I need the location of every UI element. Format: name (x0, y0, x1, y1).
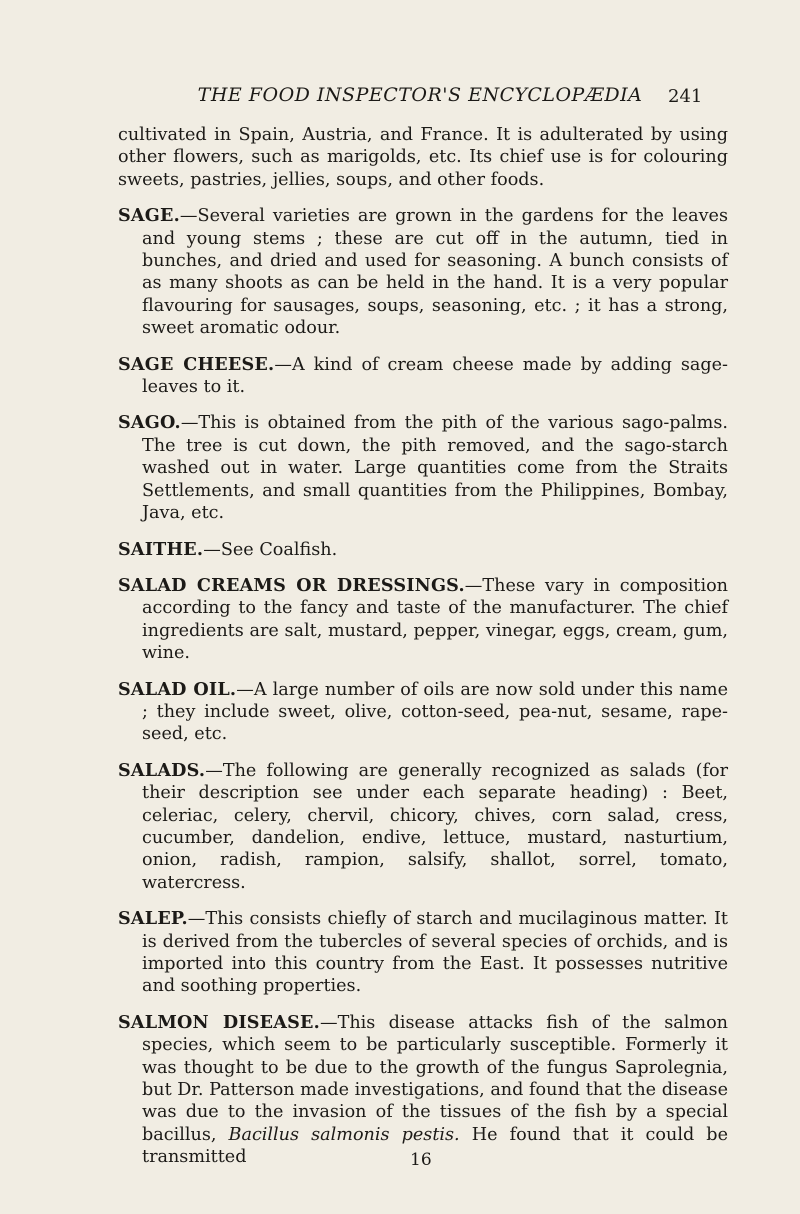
entry-headword: SALADS. (118, 759, 206, 781)
entry-saithe (118, 539, 728, 561)
entry-headword: SAITHE. (118, 538, 204, 560)
entry-text: —See Coalfish. (203, 539, 338, 560)
entry-sage (118, 205, 728, 339)
continued-paragraph: cultivated in Spain, Austria, and France. It is adulterated by using other flowers, such as marigolds, etc. Its chief use is for colouring sweets, pastries, jellies, soups, and other foods. (118, 125, 728, 190)
species-name: Bacillus salmonis pestis. (228, 1124, 460, 1145)
entry-headword: SALEP. (118, 908, 188, 930)
signature-mark: 16 (410, 1150, 432, 1170)
entry-headword: SAGE. (118, 205, 180, 227)
page-number: 241 (668, 86, 703, 107)
entry-salad-oil (118, 679, 728, 746)
entry-salep (118, 908, 728, 998)
entry-text: —A large number of oils are now sold under this name ; they include sweet, olive, cotton-seed, pea-nut, sesame, rape-seed, etc. (142, 679, 729, 745)
entry-sage-cheese (118, 354, 728, 399)
entry-text: —This consists chiefly of starch and mucilaginous matter. It is derived from the tubercles of several species of orchids, and is imported into this country from the East. It possesses nutritive and soothing properties. (142, 909, 728, 997)
entry-text: —This disease attacks fish of the salmon species, which seem to be particularly susceptible. Formerly it was thought to be due to the growth of the fungus Saprolegnia, but Dr. Patterson made investigations, and found that the disease was due to the invasion of the tissues of the fish by a special bacillus, (142, 1012, 729, 1145)
running-head: THE FOOD INSPECTOR'S ENCYCLOPÆDIA (197, 84, 643, 106)
entry-sago (118, 412, 728, 524)
entry-headword: SALAD OIL. (118, 678, 237, 700)
entry-text-tail: He found that it could be transmitted (142, 1124, 728, 1168)
entry-salad-creams (118, 575, 728, 665)
entry-text: —These vary in composition according to the fancy and taste of the manufacturer. The chief ingredients are salt, mustard, pepper, vinegar, eggs, cream, gum, wine. (142, 575, 728, 664)
entry-text: —A kind of cream cheese made by adding sage-leaves to it. (142, 354, 728, 398)
entry-headword: SAGE CHEESE. (118, 353, 275, 375)
entry-headword: SALAD CREAMS OR DRESSINGS. (118, 574, 465, 596)
entry-headword: SAGO. (118, 412, 181, 434)
entry-text: —This is obtained from the pith of the various sago-palms. The tree is cut down, the pith removed, and the sago-starch washed out in water. Large quantities come from the Straits Settlements, and small quantities from the Philippines, Bombay, Java, etc. (142, 413, 728, 524)
entry-text: —Several varieties are grown in the gardens for the leaves and young stems ; these are cut off in the autumn, tied in bunches, and dried and used for seasoning. A bunch consists of as many shoots as can be held in the hand. It is a very popular flavouring for sausages, soups, seasoning, etc. ; it has a strong, sweet aromatic odour. (142, 206, 728, 339)
entry-salmon-disease (118, 1012, 728, 1169)
entry-headword: SALMON DISEASE. (118, 1011, 320, 1033)
page-body (118, 124, 728, 1183)
entry-salads (118, 760, 728, 894)
entry-text: —The following are generally recognized as salads (for their description see under each separate heading) : Beet, celeriac, celery, chervil, chicory, chives, corn salad, cress, cucumber, dandelion, endive, lettuce, mustard, nasturtium, onion, radish, rampion, salsify, shallot, sorrel, tomato, watercress. (142, 760, 728, 893)
